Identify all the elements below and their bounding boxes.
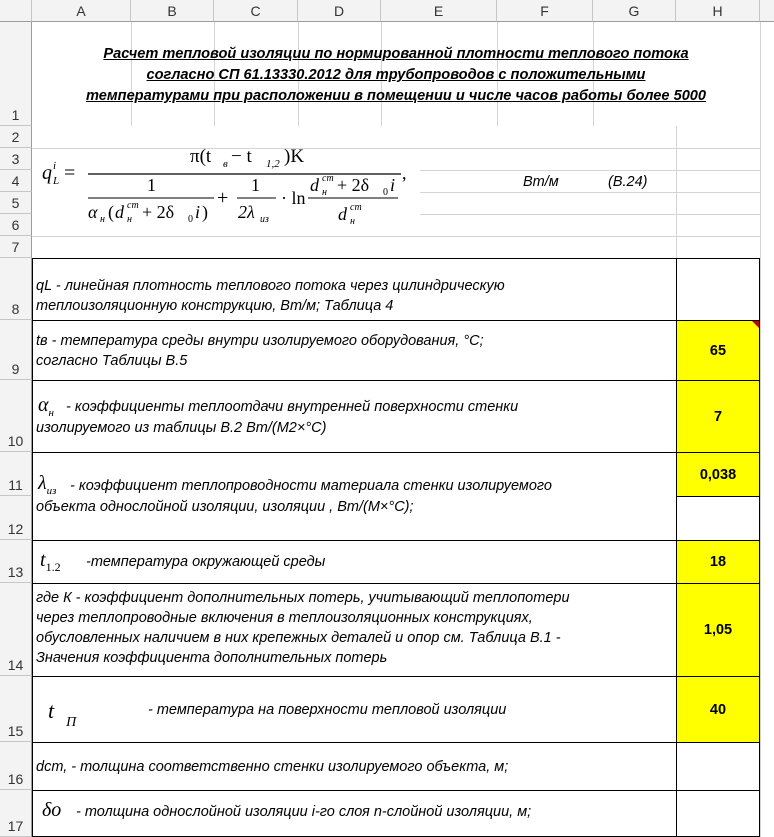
tp-symbol — [48, 698, 76, 731]
row-header-2[interactable]: 2 — [0, 126, 32, 148]
formula-num-mid: − t — [231, 146, 252, 167]
border-line — [32, 790, 760, 791]
formula-ln: · ln — [281, 188, 306, 208]
k-line-3: обусловленных наличием в них крепежных деталей и опор см. Таблица В.1 - — [36, 630, 561, 646]
alpha-value-cell[interactable]: 7 — [676, 380, 760, 453]
formula-num-sub-v: в — [223, 158, 228, 170]
alpha-line-2: изолируемого из таблицы В.2 Вт/(М2×°С) — [36, 420, 327, 436]
t12-value-cell[interactable]: 18 — [676, 540, 760, 584]
title-line-3: температурами при расположении в помещении и числе часов работы более 5000 — [85, 88, 707, 104]
sheet-title — [40, 44, 752, 107]
k-description — [36, 588, 570, 668]
lambda-sym-text: λ — [38, 472, 47, 494]
grid-line — [420, 192, 760, 193]
alpha-line-1: - коэффициенты теплоотдачи внутренней поверхности стенки — [66, 399, 519, 415]
formula-lhs: q — [42, 162, 52, 184]
column-header-b[interactable]: B — [131, 0, 214, 22]
border-line — [32, 742, 760, 743]
column-header-a[interactable]: A — [32, 0, 131, 22]
formula-d-sup-c: ст — [350, 202, 362, 213]
formula-zero-a: 0 — [188, 214, 193, 225]
ql-line-1: qL - линейная плотность теплового потока через цилиндрическую — [36, 278, 505, 294]
formula-d-sub-c: н — [350, 216, 355, 227]
formula-d-a: d — [115, 202, 124, 222]
formula-i-a: i — [195, 202, 201, 222]
formula-num-sub-12: 1,2 — [266, 158, 280, 170]
border-line — [32, 583, 760, 584]
k-line-4: Значения коэффициента дополнительных потерь — [36, 650, 388, 666]
formula-num-end: )K — [284, 146, 305, 167]
title-line-1: Расчет тепловой изоляции по нормированной плотности теплового потока — [103, 46, 689, 62]
lambda-symbol — [38, 472, 56, 497]
k-line-1: где К - коэффициент дополнительных потерь, учитывающий теплопотери — [36, 590, 570, 606]
delta-description: - толщина однослойной изоляции i-го слоя n-слойной изоляции, м; — [76, 804, 532, 820]
tp-value-cell[interactable]: 40 — [676, 676, 760, 743]
formula-close-paren: ) — [202, 202, 208, 222]
formula-alpha-sub: н — [100, 214, 105, 225]
formula-i-b: i — [390, 175, 396, 195]
formula-lambda-sub: из — [260, 214, 269, 225]
lambda-value-cell[interactable]: 0,038 — [676, 452, 760, 497]
formula-equals: = — [64, 162, 76, 184]
column-header-overflow — [760, 0, 774, 22]
formula-d-sup-a: ст — [127, 200, 139, 211]
t12-description: -температура окружающей среды — [86, 554, 326, 570]
row-header-17[interactable]: 17 — [0, 790, 32, 837]
column-header-d[interactable]: D — [298, 0, 381, 22]
comment-indicator[interactable] — [752, 321, 759, 328]
formula-lhs-sup: i — [53, 160, 57, 172]
t12-sym-sub: 1.2 — [45, 560, 61, 574]
t12-symbol — [40, 549, 61, 575]
border-line — [32, 258, 760, 259]
formula-ref: (В.24) — [608, 174, 648, 190]
row-header-16[interactable]: 16 — [0, 742, 32, 790]
row-header-7[interactable]: 7 — [0, 236, 32, 258]
row-header-1[interactable]: 1 — [0, 22, 32, 126]
border-line — [32, 380, 760, 381]
formula-lhs-sub: L — [53, 175, 60, 187]
select-all-corner[interactable] — [0, 0, 32, 22]
formula-d-c: d — [338, 204, 347, 224]
row-header-6[interactable]: 6 — [0, 214, 32, 236]
row-header-5[interactable]: 5 — [0, 192, 32, 214]
units-label: Вт/м — [523, 174, 559, 190]
row-header-13[interactable]: 13 — [0, 540, 32, 583]
t12-sym-text: t — [40, 549, 46, 571]
formula-open-paren: ( — [108, 202, 114, 222]
grid-line — [760, 22, 761, 837]
tv-line-2: согласно Таблицы В.5 — [36, 353, 188, 369]
row-header-3[interactable]: 3 — [0, 148, 32, 170]
formula-d-b: d — [310, 175, 319, 195]
dct-description: dст, - толщина соответственно стенки изолируемого объекта, м; — [36, 759, 509, 775]
tv-value-cell[interactable]: 65 — [676, 320, 760, 381]
row-header-10[interactable]: 10 — [0, 380, 32, 452]
formula-plus-2delta-a: + 2δ — [142, 202, 175, 222]
formula-d-sub-a: н — [127, 214, 132, 225]
column-header-h[interactable]: H — [676, 0, 760, 22]
row-header-14[interactable]: 14 — [0, 583, 32, 676]
row-header-8[interactable]: 8 — [0, 258, 32, 320]
row-header-4[interactable]: 4 — [0, 170, 32, 192]
alpha-sym-sub: н — [48, 407, 54, 419]
alpha-symbol — [38, 394, 54, 419]
border-line — [32, 540, 760, 541]
ql-description — [36, 276, 505, 316]
k-line-2: через теплопроводные включения в теплоизоляционных конструкциях, — [36, 610, 533, 626]
formula-one-a: 1 — [147, 175, 156, 195]
formula-b24 — [38, 142, 418, 238]
row-header-12[interactable]: 12 — [0, 496, 32, 540]
column-header-g[interactable]: G — [593, 0, 676, 22]
column-header-c[interactable]: C — [214, 0, 298, 22]
ql-line-2: теплоизоляционную конструкцию, Вт/м; Таблица 4 — [36, 298, 394, 314]
formula-d-sup-b: ст — [322, 173, 334, 184]
column-header-e[interactable]: E — [381, 0, 497, 22]
column-header-f[interactable]: F — [497, 0, 593, 22]
title-line-2: согласно СП 61.13330.2012 для трубопроводов с положительными — [146, 67, 646, 83]
tv-description — [36, 331, 484, 371]
k-value-cell[interactable]: 1,05 — [676, 583, 760, 677]
border-line — [32, 452, 760, 453]
formula-numerator-start: π(t — [190, 146, 212, 167]
tv-line-1: tв - температура среды внутри изолируемого оборудования, °С; — [36, 333, 484, 349]
formula-one-b: 1 — [251, 175, 260, 195]
delta-symbol: δо — [42, 799, 62, 821]
formula-plus: + — [217, 187, 229, 209]
border-line — [32, 258, 33, 837]
border-line — [32, 676, 760, 677]
row-header-11[interactable]: 11 — [0, 452, 32, 496]
border-line — [32, 320, 760, 321]
alpha-sym-text: α — [38, 394, 49, 416]
tp-description: - температура на поверхности тепловой изоляции — [148, 702, 507, 718]
formula-d-sub-b: н — [322, 187, 327, 198]
grid-line — [420, 214, 760, 215]
formula-plus-2delta-b: + 2δ — [337, 175, 370, 195]
lambda-line-1: - коэффициент теплопроводности материала стенки изолируемого — [70, 478, 552, 494]
formula-comma: , — [402, 163, 407, 183]
row-header-15[interactable]: 15 — [0, 676, 32, 742]
formula-zero-b: 0 — [383, 187, 388, 198]
formula-two-lambda: 2λ — [238, 202, 255, 222]
lambda-line-2: объекта однослойной изоляции, изоляции , Вт/(М×°С); — [36, 499, 414, 515]
grid-line — [420, 170, 760, 171]
tp-sym-text: t — [48, 698, 55, 723]
lambda-sym-sub: из — [46, 485, 57, 497]
tp-sym-sub: П — [66, 715, 77, 730]
row-header-9[interactable]: 9 — [0, 320, 32, 380]
formula-alpha: α — [88, 202, 98, 222]
